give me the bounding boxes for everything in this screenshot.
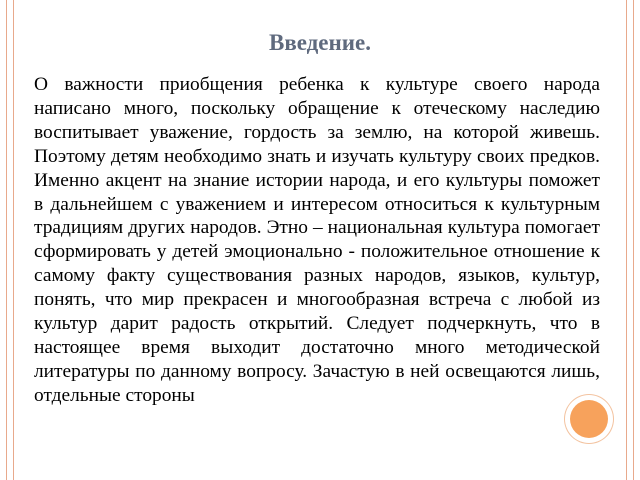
slide-body-text: О важности приобщения ребенка к культуре своего народа написано много, поскольку обращение к отеческому наследию воспитывает уважение, гордость за землю, на которой живешь. Поэтому детям необходимо знать и изучать культуру своих предков. Именно акцент на знание истории народа, и его культуры поможет в дальнейшем с уважением и интересом относиться к культурным традициям других народов. Этно – национальная культура помогает сформировать у детей эмоционально - положительное отношение к самому факту существования разных народов, языков, культур, понять, что мир прекрасен и многообразная встреча с любой из культур дарит радость открытий. Следует подчеркнуть, что в настоящее время выходит достаточно много методической литературы по данному вопросу. Зачастую в ней освещаются лишь, отдельные стороны	[34, 74, 600, 406]
left-border-decoration	[6, 0, 14, 480]
right-border-decoration	[626, 0, 634, 480]
slide-title: Введение.	[269, 30, 371, 55]
orange-circle-decoration	[570, 400, 608, 438]
